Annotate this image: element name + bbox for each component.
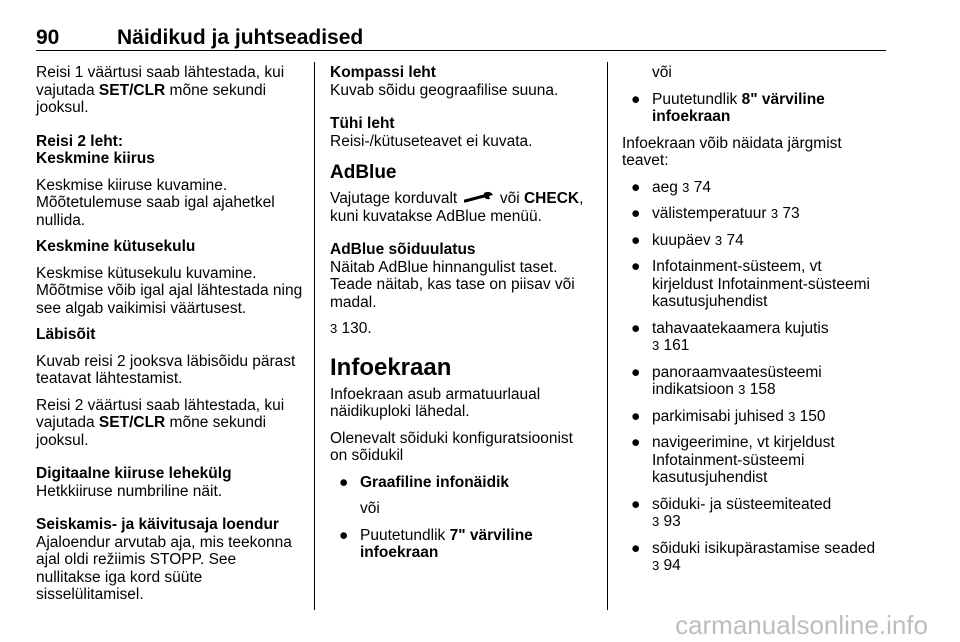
- list-item: ● Puutetundlik 8" värviline infoekraan: [631, 90, 825, 125]
- column-3: [622, 64, 886, 575]
- subheading: Keskmine kütusekulu: [36, 238, 196, 255]
- paragraph: Infoekraan asub armatuurlaual näidikuploki lähedal.: [330, 385, 541, 421]
- paragraph: Infoekraan võib näidata järgmist teavet:: [622, 134, 842, 169]
- subheading: Reisi 2 leht:: [36, 132, 123, 150]
- list-item: ● Infotainment-süsteem, vt kirjeldust Infotainment-süsteemi kasutusjuhendist: [631, 258, 870, 310]
- paragraph: Ajaloendur arvutab aja, mis teekonna ajal oldi režiimis STOPP. See nullitakse iga kord süüte sisselülitamisel.: [36, 533, 292, 603]
- section-heading: Infoekraan: [330, 353, 452, 381]
- bullet-icon: ●: [631, 434, 641, 451]
- page-ref-icon: 3: [652, 558, 660, 573]
- paragraph: Keskmise kiiruse kuvamine.: [36, 176, 228, 194]
- paragraph: Hetkkiiruse numbriline näit.: [36, 482, 223, 500]
- subheading: Läbisõit: [36, 326, 96, 343]
- paragraph: Vajutage korduvalt või CHECK, kuni kuvatakse AdBlue menüü.: [330, 190, 584, 225]
- watermark: carmanualsonline.info: [675, 610, 928, 640]
- bullet-icon: ●: [631, 319, 641, 337]
- section-heading: AdBlue: [330, 162, 397, 183]
- paragraph: Mõõtetulemuse saab igal ajahetkel nullida.: [36, 194, 275, 229]
- page-ref-icon: 3: [652, 514, 660, 529]
- paragraph: Reisi 2 väärtusi saab lähtestada, kui vajutada SET/CLR mõne sekundi jooksul.: [36, 396, 285, 449]
- subheading: Seiskamis- ja käivitusaja loendur: [36, 516, 279, 533]
- paragraph: Mõõtmise võib igal ajal lähtestada ning see algab vaikimisi väärtusest.: [36, 282, 303, 317]
- page-title: Näidikud ja juhtseadised: [117, 26, 364, 49]
- wrench-icon: [464, 190, 494, 208]
- list-item: ● aeg 3 74: [631, 178, 711, 196]
- page-header: [36, 26, 886, 51]
- list-item: ● sõiduki- ja süsteemiteated 3 93: [631, 495, 832, 530]
- list-item: ● parkimisabi juhised 3 150: [631, 407, 826, 425]
- list-item: ● Puutetundlik 7" värviline infoekraan: [339, 526, 533, 562]
- list-item: ● sõiduki isikupärastamise seaded 3 94: [631, 539, 876, 574]
- column-1: [36, 64, 304, 604]
- list-item: ● navigeerimine, vt kirjeldust Infotainment-süsteemi kasutusjuhendist: [631, 434, 835, 486]
- paragraph: või: [360, 500, 380, 518]
- page-ref-icon: 3: [652, 338, 660, 353]
- bullet-icon: ●: [339, 526, 349, 544]
- paragraph: Reisi-/kütuseteavet ei kuvata.: [330, 132, 533, 150]
- list-item: ● Graafiline infonäidik: [339, 473, 509, 491]
- paragraph: Näitab AdBlue hinnangulist taset. Teade näitab, kas tase on piisav või madal.: [330, 258, 575, 311]
- paragraph: Reisi 1 väärtusi saab lähtestada, kui vajutada SET/CLR mõne sekundi jooksul.: [36, 64, 285, 116]
- bullet-icon: ●: [631, 205, 641, 222]
- page-ref-icon: 3: [682, 179, 690, 195]
- column-2: [330, 64, 594, 562]
- page-ref-icon: 3: [738, 382, 746, 397]
- bullet-icon: ●: [631, 90, 641, 108]
- page-ref-icon: 3: [330, 321, 338, 337]
- list-item: ● välistemperatuur 3 73: [631, 205, 800, 222]
- subheading: Kompassi leht: [330, 64, 436, 81]
- subheading: Tühi leht: [330, 115, 395, 132]
- paragraph: Olenevalt sõiduki konfiguratsioonist on sõidukil: [330, 429, 573, 465]
- column-divider: [607, 62, 608, 610]
- bullet-icon: ●: [631, 258, 641, 275]
- page-ref-icon: 3: [788, 408, 796, 424]
- page-ref-icon: 3: [714, 232, 723, 248]
- bullet-icon: ●: [339, 473, 349, 491]
- paragraph: Keskmise kütusekulu kuvamine.: [36, 264, 257, 282]
- subheading: AdBlue sõiduulatus: [330, 241, 476, 259]
- page-ref-icon: 3: [770, 206, 779, 221]
- bullet-icon: ●: [631, 407, 641, 425]
- bullet-icon: ●: [631, 363, 641, 381]
- list-item: ● panoraamvaatesüsteemi indikatsioon 3 158: [631, 363, 822, 398]
- subheading: Keskmine kiirus: [36, 150, 155, 167]
- paragraph: Kuvab sõidu geograafilise suuna.: [330, 81, 559, 99]
- list-item: ● tahavaatekaamera kujutis 3 161: [631, 319, 829, 354]
- bullet-icon: ●: [631, 178, 641, 196]
- paragraph: või: [652, 64, 672, 81]
- bullet-icon: ●: [631, 231, 641, 249]
- subheading: Digitaalne kiiruse lehekülg: [36, 465, 232, 482]
- bullet-icon: ●: [631, 495, 641, 513]
- column-divider: [314, 62, 315, 610]
- list-item: ● kuupäev 3 74: [631, 231, 744, 249]
- paragraph: Kuvab reisi 2 jooksva läbisõidu pärast teatavat lähtestamist.: [36, 352, 296, 387]
- bullet-icon: ●: [631, 539, 641, 557]
- page-number: 90: [36, 26, 60, 49]
- page-reference: 3 130.: [330, 320, 372, 338]
